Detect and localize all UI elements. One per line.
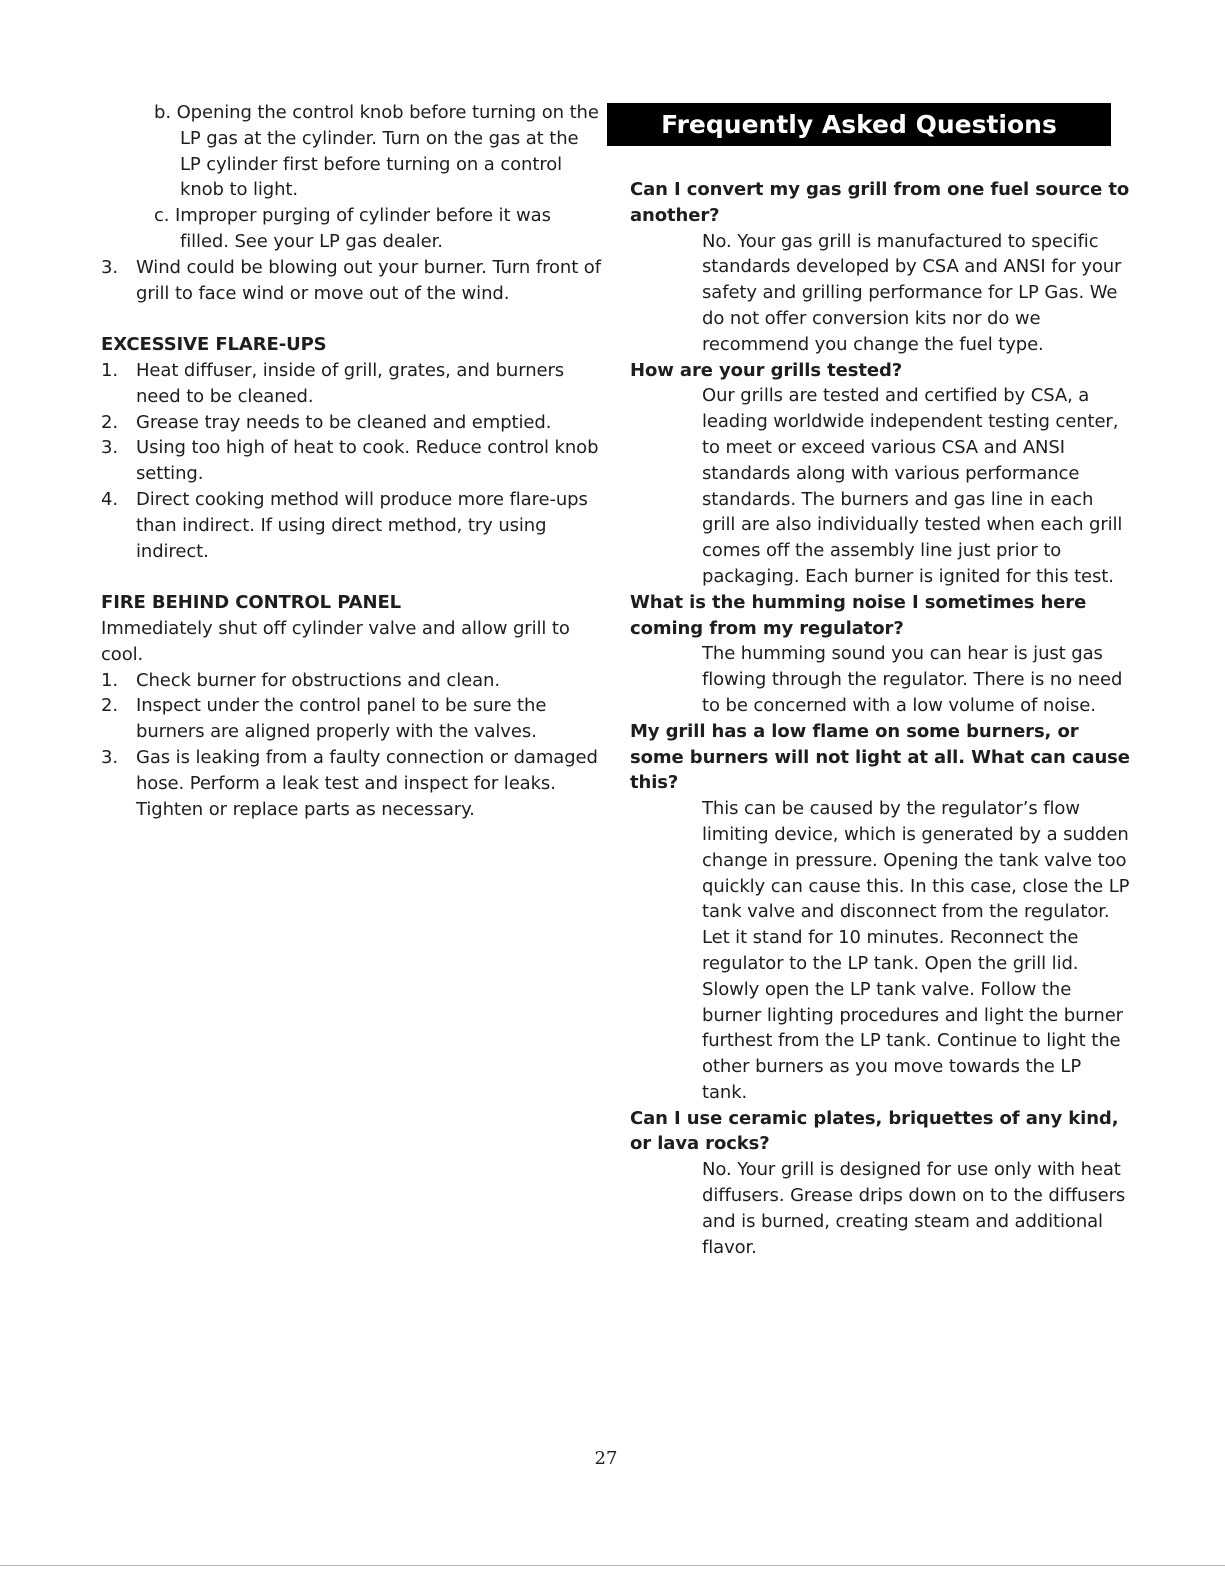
- section-heading-fire: FIRE BEHIND CONTROL PANEL: [101, 592, 402, 614]
- list-number: 1.: [101, 359, 118, 381]
- list-number: 1.: [101, 669, 118, 691]
- sub-item-c: [154, 203, 601, 255]
- list-number: 2.: [101, 411, 118, 433]
- faq-answer: Our grills are tested and certified by CSA, a leading worldwide independent testing center, to meet or exceed various CSA and ANSI standards along with various performance standards. The burners and gas line in each grill are also individually tested when each grill comes off the assembly line just prior to packaging. Each burner is ignited for this test.: [702, 385, 1123, 587]
- bottom-divider: [0, 1565, 1225, 1566]
- list-text: Heat diffuser, inside of grill, grates, and burners need to be cleaned.: [136, 359, 565, 407]
- list-text: Direct cooking method will produce more flare-ups than indirect. If using direct method, try using indirect.: [136, 488, 588, 562]
- list-text: Using too high of heat to cook. Reduce control knob setting.: [136, 437, 599, 485]
- list-item: [101, 255, 601, 307]
- faq-title-banner: Frequently Asked Questions: [607, 103, 1111, 146]
- list-number: 3.: [101, 256, 118, 278]
- list-item: [101, 745, 601, 822]
- section-heading-flare-ups: EXCESSIVE FLARE-UPS: [101, 334, 327, 356]
- faq-column: [630, 177, 1130, 1260]
- list-text: Inspect under the control panel to be sure the burners are aligned properly with the valves.: [136, 695, 547, 743]
- faq-question: Can I use ceramic plates, briquettes of any kind, or lava rocks?: [630, 1107, 1119, 1155]
- list-item: [101, 358, 601, 410]
- list-text: Check burner for obstructions and clean.: [136, 669, 500, 691]
- faq-question: What is the humming noise I sometimes here coming from my regulator?: [630, 591, 1087, 639]
- faq-answer: No. Your grill is designed for use only with heat diffusers. Grease drips down on to the diffusers and is burned, creating steam and additional flavor.: [702, 1159, 1126, 1258]
- faq-question: Can I convert my gas grill from one fuel source to another?: [630, 179, 1130, 226]
- list-text: Grease tray needs to be cleaned and emptied.: [136, 411, 552, 433]
- faq-answer: This can be caused by the regulator’s flow limiting device, which is generated by a sudden change in pressure. Opening the tank valve too quickly can cause this. In this case, close the LP tank valve and disconnect from the regulator. Let it stand for 10 minutes. Reconnect the regulator to the LP tank. Open the grill lid. Slowly open the LP tank valve. Follow the burner lighting procedures and light the burner furthest from the LP tank. Continue to light the other burners as you move towards the LP tank.: [702, 798, 1130, 1103]
- list-item: [101, 668, 601, 694]
- page-number: 27: [594, 1448, 618, 1469]
- sub-item-letter: c.: [154, 205, 170, 227]
- faq-answer: The humming sound you can hear is just gas flowing through the regulator. There is no need to be concerned with a low volume of noise.: [702, 643, 1123, 716]
- section-intro: Immediately shut off cylinder valve and allow grill to cool.: [101, 617, 570, 665]
- list-number: 3.: [101, 437, 118, 459]
- faq-question: How are your grills tested?: [630, 359, 903, 381]
- sub-item-text: Opening the control knob before turning on the LP gas at the cylinder. Turn on the gas at the LP cylinder first before turning on a control knob to light.: [176, 102, 599, 201]
- list-number: 2.: [101, 695, 118, 717]
- left-column: [101, 100, 601, 822]
- list-item: [101, 435, 601, 487]
- list-item: [101, 410, 601, 436]
- sub-item-letter: b.: [154, 102, 171, 123]
- faq-answer: No. Your gas grill is manufactured to specific standards developed by CSA and ANSI for your safety and grilling performance for LP Gas. We do not offer conversion kits nor do we recommend you change the fuel type.: [702, 230, 1122, 355]
- faq-question: My grill has a low flame on some burners, or some burners will not light at all. What can cause this?: [630, 720, 1130, 794]
- sub-item-b: [154, 100, 601, 203]
- list-item: [101, 693, 601, 745]
- list-text: Gas is leaking from a faulty connection or damaged hose. Perform a leak test and inspect for leaks. Tighten or replace parts as necessary.: [136, 746, 598, 820]
- sub-item-text: Improper purging of cylinder before it was filled. See your LP gas dealer.: [175, 205, 551, 252]
- list-number: 4.: [101, 488, 118, 510]
- list-text: Wind could be blowing out your burner. Turn front of grill to face wind or move out of the wind.: [136, 256, 601, 304]
- list-number: 3.: [101, 746, 118, 768]
- list-item: [101, 487, 601, 564]
